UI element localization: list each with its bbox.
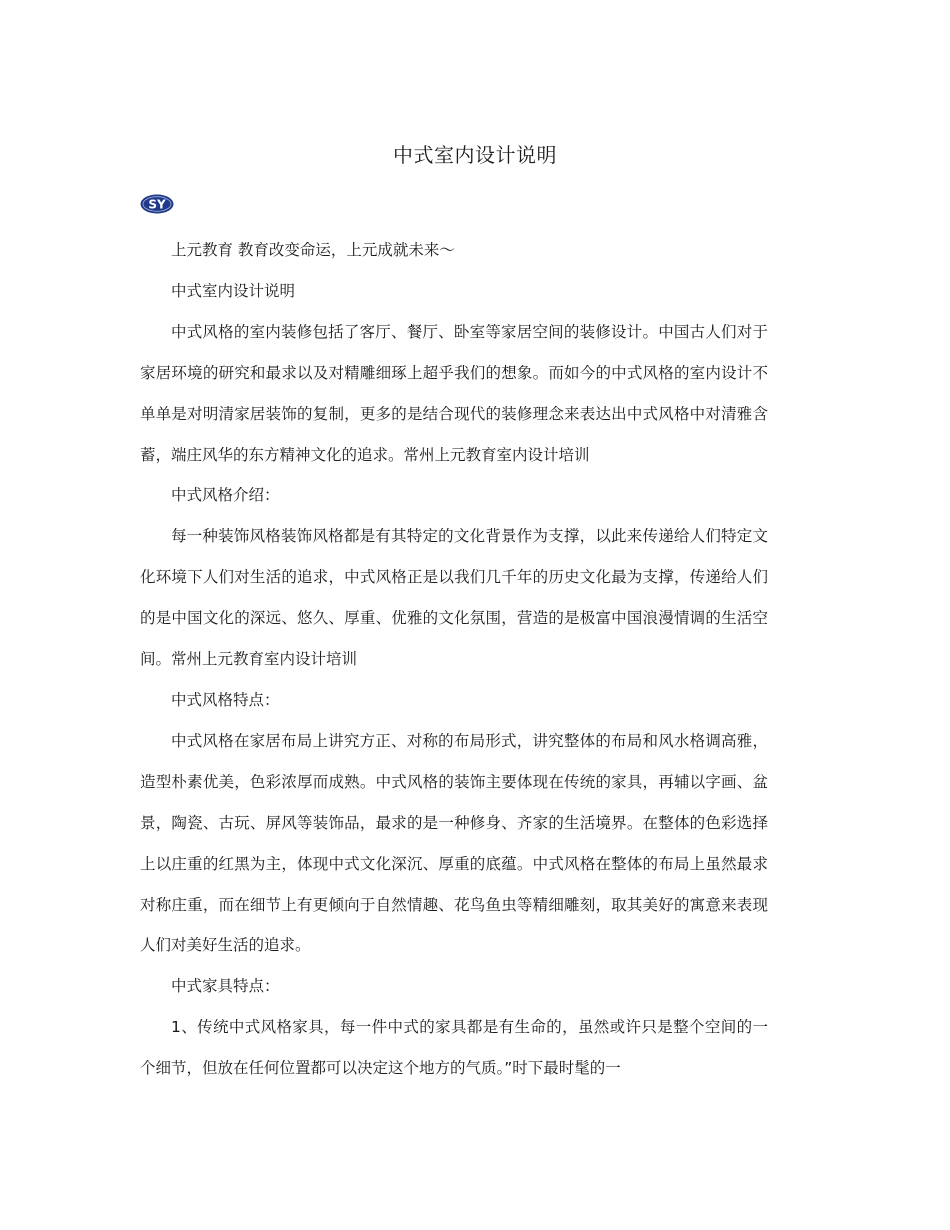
section-heading-style-intro: 中式风格介绍： — [171, 486, 280, 505]
document-title: 中式室内设计说明 — [393, 143, 557, 167]
section-heading-furniture-features: 中式家具特点： — [171, 977, 280, 996]
paragraph-slogan: 上元教育 教育改变命运，上元成就未来～ — [171, 241, 455, 259]
logo-text: SY — [148, 197, 166, 212]
paragraph-subtitle: 中式室内设计说明 — [171, 281, 296, 300]
paragraph-style-features: 中式风格在家居布局上讲究方正、对称的布局形式，讲究整体的布局和风水格调高雅，造型朴素优美，色彩浓厚而成熟。中式风格的装饰主要体现在传统的家具，再辅以字画、盆景，陶瓷、古玩、屏风等装饰品，最求的是一种修身、齐家的生活境界。在整体的色彩选择上以庄重的红黑为主，体现中式文化深沉、厚重的底蕴。中式风格在整体的布局上虽然最求对称庄重，而在细节上有更倾向于自然情趣、花鸟鱼虫等精细雕刻，取其美好的寓意来表现人们对美好生活的追求。 — [140, 731, 768, 955]
paragraph-intro: 中式风格的室内装修包括了客厅、餐厅、卧室等家居空间的装修设计。中国古人们对于家居环境的研究和最求以及对精雕细琢上超乎我们的想象。而如今的中式风格的室内设计不单单是对明清家居装饰的复制，更多的是结合现代的装修理念来表达出中式风格中对清雅含蓄，端庄风华的东方精神文化的追求。常州上元教育室内设计培训 — [140, 322, 768, 464]
paragraph-furniture-features: 1、传统中式风格家具，每一件中式的家具都是有生命的，虽然或许只是整个空间的一个细节，但放在任何位置都可以决定这个地方的气质。”时下最时髦的一 — [140, 1018, 768, 1078]
document-body — [140, 230, 768, 1089]
paragraph-style-intro: 每一种装饰风格装饰风格都是有其特定的文化背景作为支撑，以此来传递给人们特定文化环境下人们对生活的追求，中式风格正是以我们几千年的历史文化最为支撑，传递给人们的是中国文化的深远、悠久、厚重、优雅的文化氛围，营造的是极富中国浪漫情调的生活空间。常州上元教育室内设计培训 — [140, 527, 768, 669]
section-heading-style-features: 中式风格特点： — [171, 690, 280, 709]
sy-logo-icon — [140, 194, 174, 214]
